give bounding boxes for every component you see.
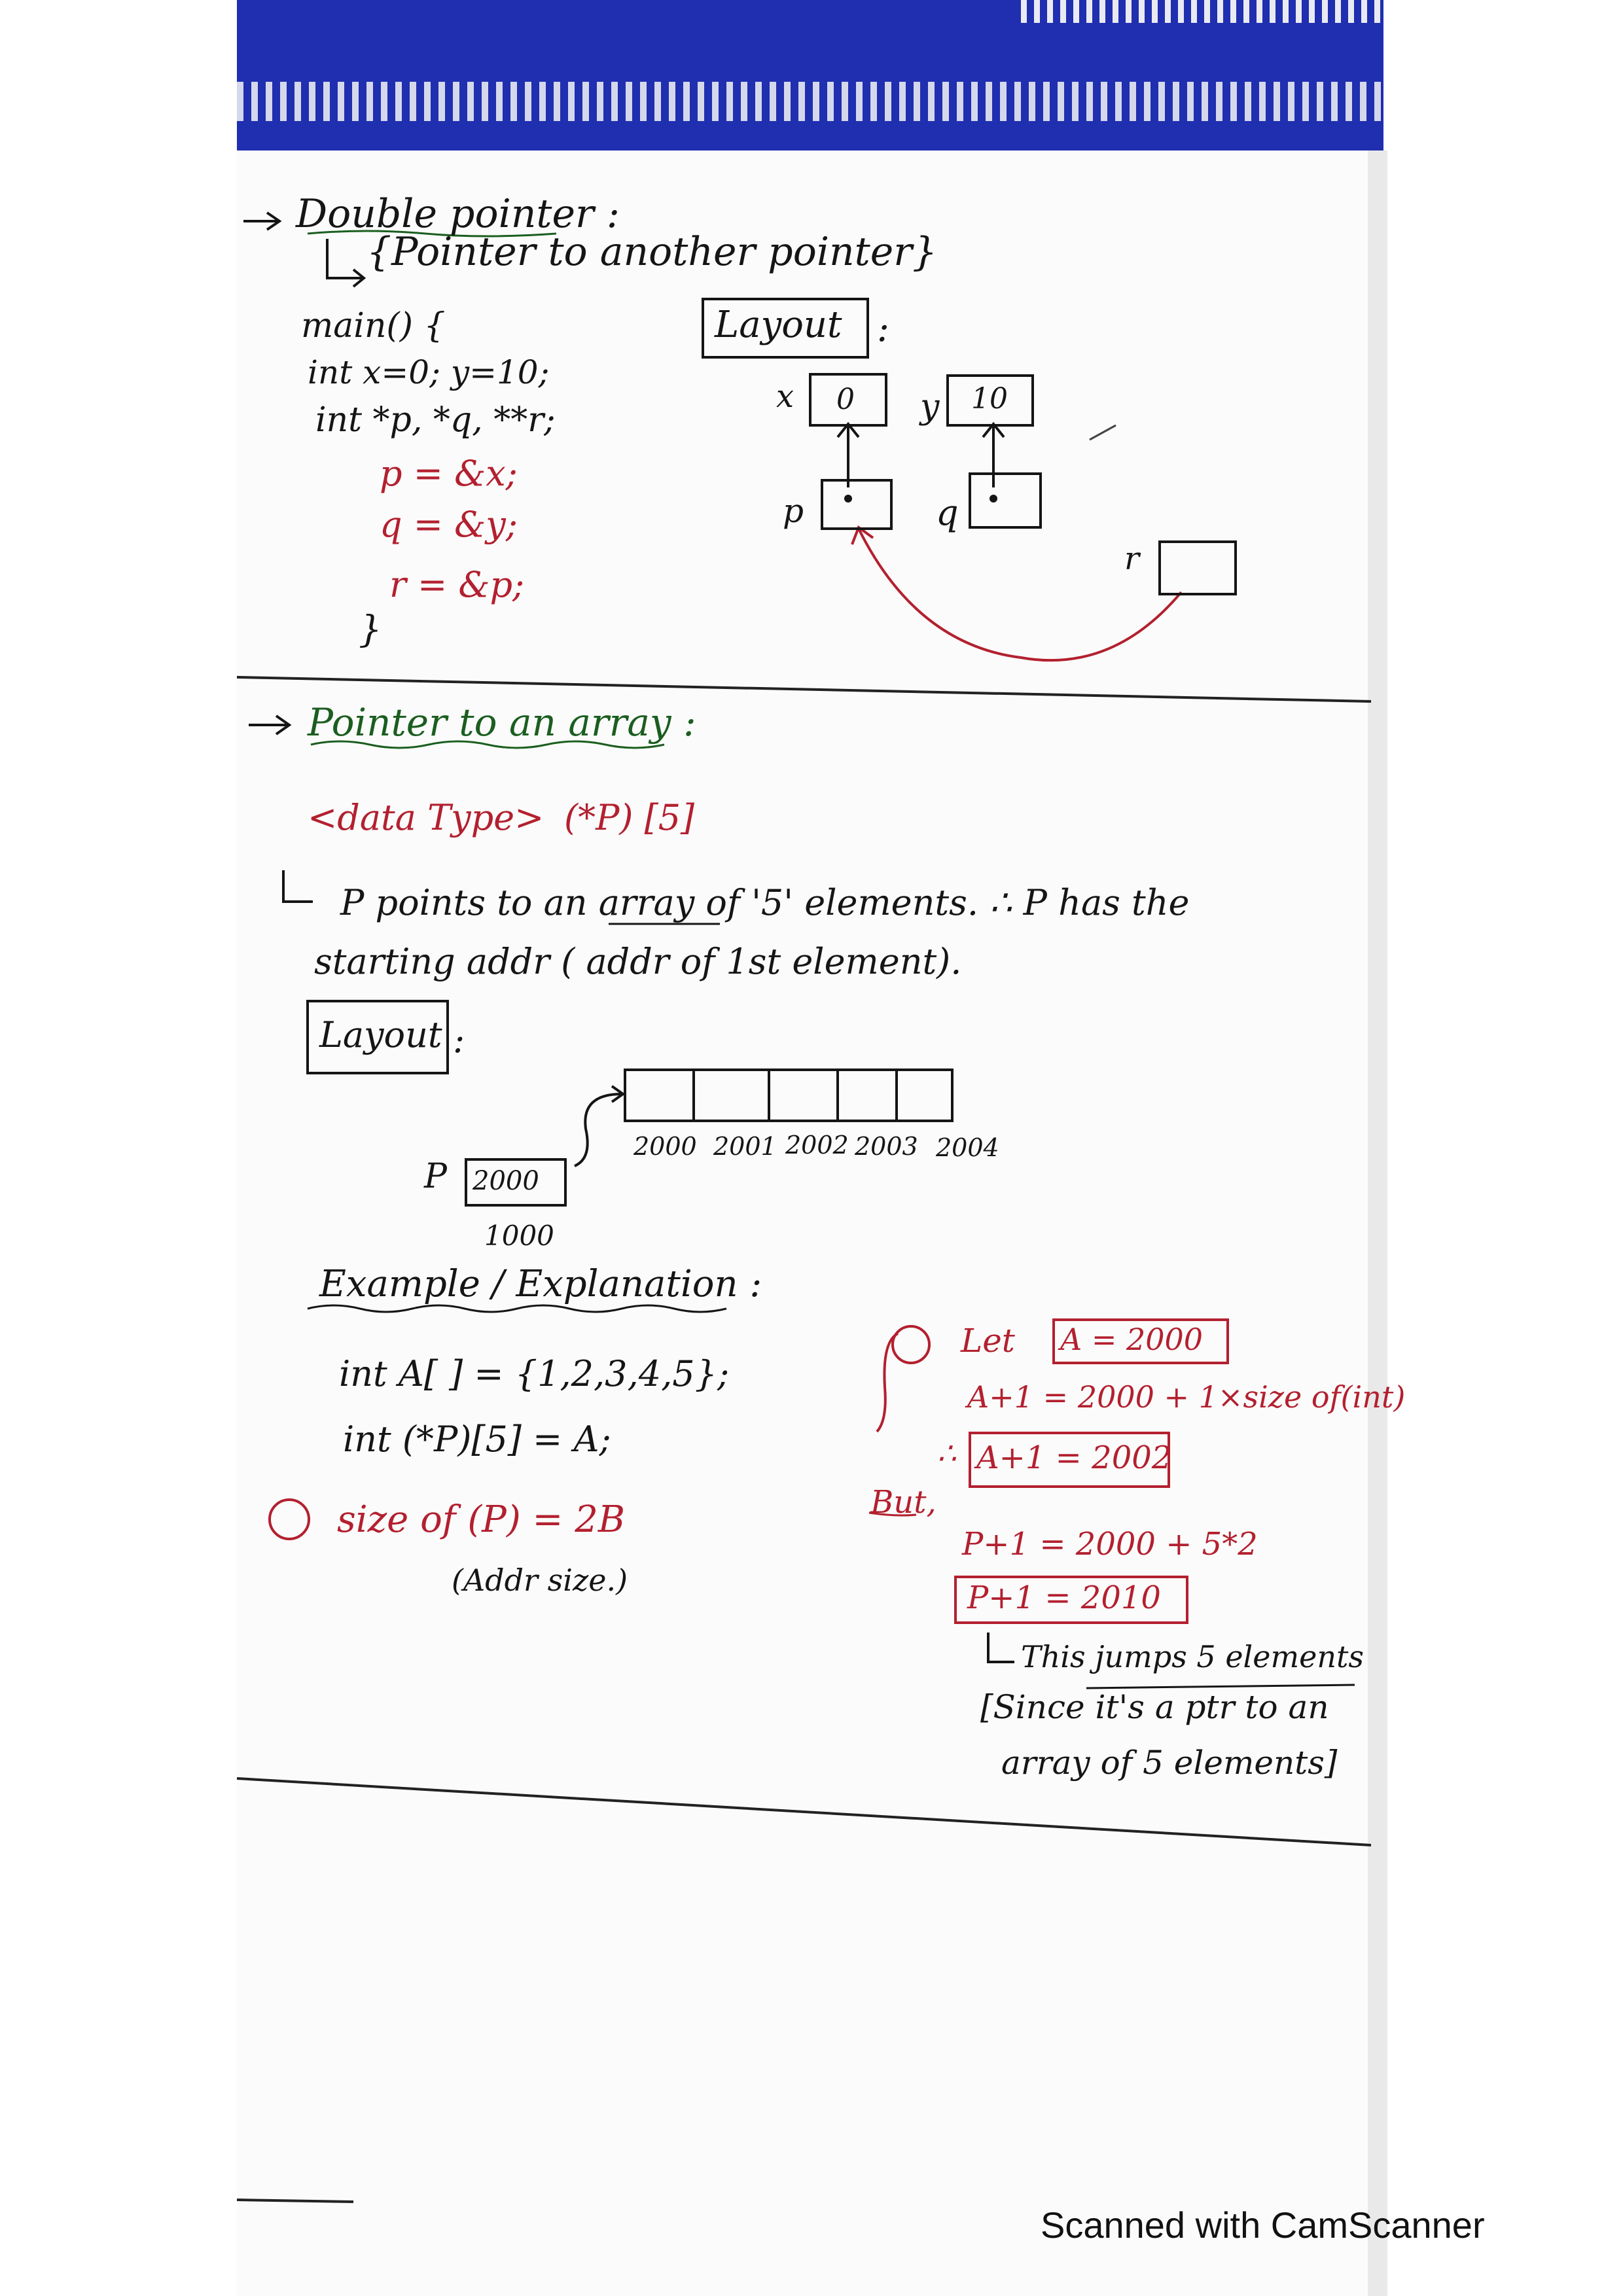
syntax-declaration: (*P) [5] [564, 797, 695, 838]
array-layout-title: Layout [319, 1014, 442, 1055]
y-value: 10 [971, 382, 1008, 415]
array-layout-title-colon: : [453, 1019, 465, 1061]
array-address-2000: 2000 [633, 1132, 697, 1161]
array-pointer-address: 1000 [484, 1220, 554, 1252]
star-marker-1 [893, 1326, 929, 1363]
desc-arrow [283, 870, 313, 902]
heading-arrow-1 [243, 213, 279, 230]
syntax-data-type: <data Type> [308, 797, 544, 838]
code-line-r-assign: r = &p; [389, 564, 525, 605]
note-let: Let [961, 1322, 1015, 1360]
q-variable-label: q [936, 492, 959, 533]
array-address-2001: 2001 [713, 1132, 777, 1161]
divider-line-2 [237, 1778, 1371, 1845]
q-memory-box [969, 472, 1042, 529]
but-label: But, [870, 1484, 936, 1521]
note-a-value: A = 2000 [1060, 1322, 1204, 1357]
divider-stub [237, 2200, 353, 2202]
array-cells [625, 1070, 952, 1121]
code-line-decl-int: int x=0; y=10; [308, 353, 550, 391]
r-variable-label: r [1124, 540, 1139, 577]
note-result: A+1 = 2002 [976, 1439, 1172, 1476]
underline-example [308, 1305, 726, 1312]
code-line-close: } [359, 609, 382, 651]
heading-arrow-2 [249, 716, 289, 734]
description-line-2: starting addr ( addr of 1st element). [314, 941, 962, 982]
array-pointer-label: P [424, 1157, 447, 1196]
red-brace [877, 1333, 898, 1432]
scanner-watermark: Scanned with CamScanner [1041, 2204, 1485, 2246]
array-address-2002: 2002 [785, 1131, 849, 1159]
code-line-main: main() { [301, 306, 446, 345]
description-line-1: P points to an array of '5' elements. ∴ P has the [340, 882, 1190, 923]
layout-title: Layout [715, 304, 842, 346]
note-therefore: ∴ [937, 1436, 957, 1471]
code-line-q-assign: q = &y; [380, 504, 518, 545]
x-value: 0 [836, 383, 855, 416]
pointer-arrow-p-x [838, 424, 859, 487]
code-line-p-assign: p = &x; [380, 453, 518, 494]
p-plus-1-result: P+1 = 2010 [967, 1580, 1161, 1616]
since-line-2: array of 5 elements] [1001, 1744, 1338, 1782]
y-variable-label: y [920, 387, 940, 427]
since-line-1: [Since it's a ptr to an [980, 1688, 1329, 1726]
star-marker-2 [270, 1500, 309, 1539]
array-address-2004: 2004 [936, 1133, 999, 1162]
array-pointer-value: 2000 [473, 1166, 539, 1196]
jumps-arrow [988, 1633, 1014, 1662]
heading-pointer-to-array: Pointer to an array : [308, 700, 696, 745]
x-variable-label: x [776, 378, 794, 415]
example-code-line-2: int (*P)[5] = A; [343, 1419, 611, 1460]
double-pointer-definition: {Pointer to another pointer} [366, 229, 938, 275]
example-code-line-1: int A[ ] = {1,2,3,4,5}; [339, 1353, 730, 1394]
r-memory-box [1158, 540, 1237, 595]
array-pointer-arrow [575, 1094, 622, 1166]
layout-title-colon: : [877, 308, 889, 350]
jumps-line: This jumps 5 elements [1021, 1639, 1364, 1674]
code-line-decl-ptr: int *p, *q, **r; [315, 400, 556, 440]
divider-line-1 [237, 677, 1371, 701]
sizeof-line: size of (P) = 2B [337, 1498, 626, 1541]
sizeof-note: (Addr size.) [452, 1563, 628, 1598]
heading-example: Example / Explanation : [319, 1263, 762, 1305]
note-a-plus-1-calc: A+1 = 2000 + 1×size of(int) [967, 1379, 1406, 1415]
p-variable-label: p [783, 492, 804, 530]
array-address-2003: 2003 [855, 1132, 918, 1161]
p-memory-box [821, 479, 893, 530]
p-plus-1-calc: P+1 = 2000 + 5*2 [962, 1526, 1258, 1563]
heading-double-pointer: Double pointer : [296, 191, 620, 237]
